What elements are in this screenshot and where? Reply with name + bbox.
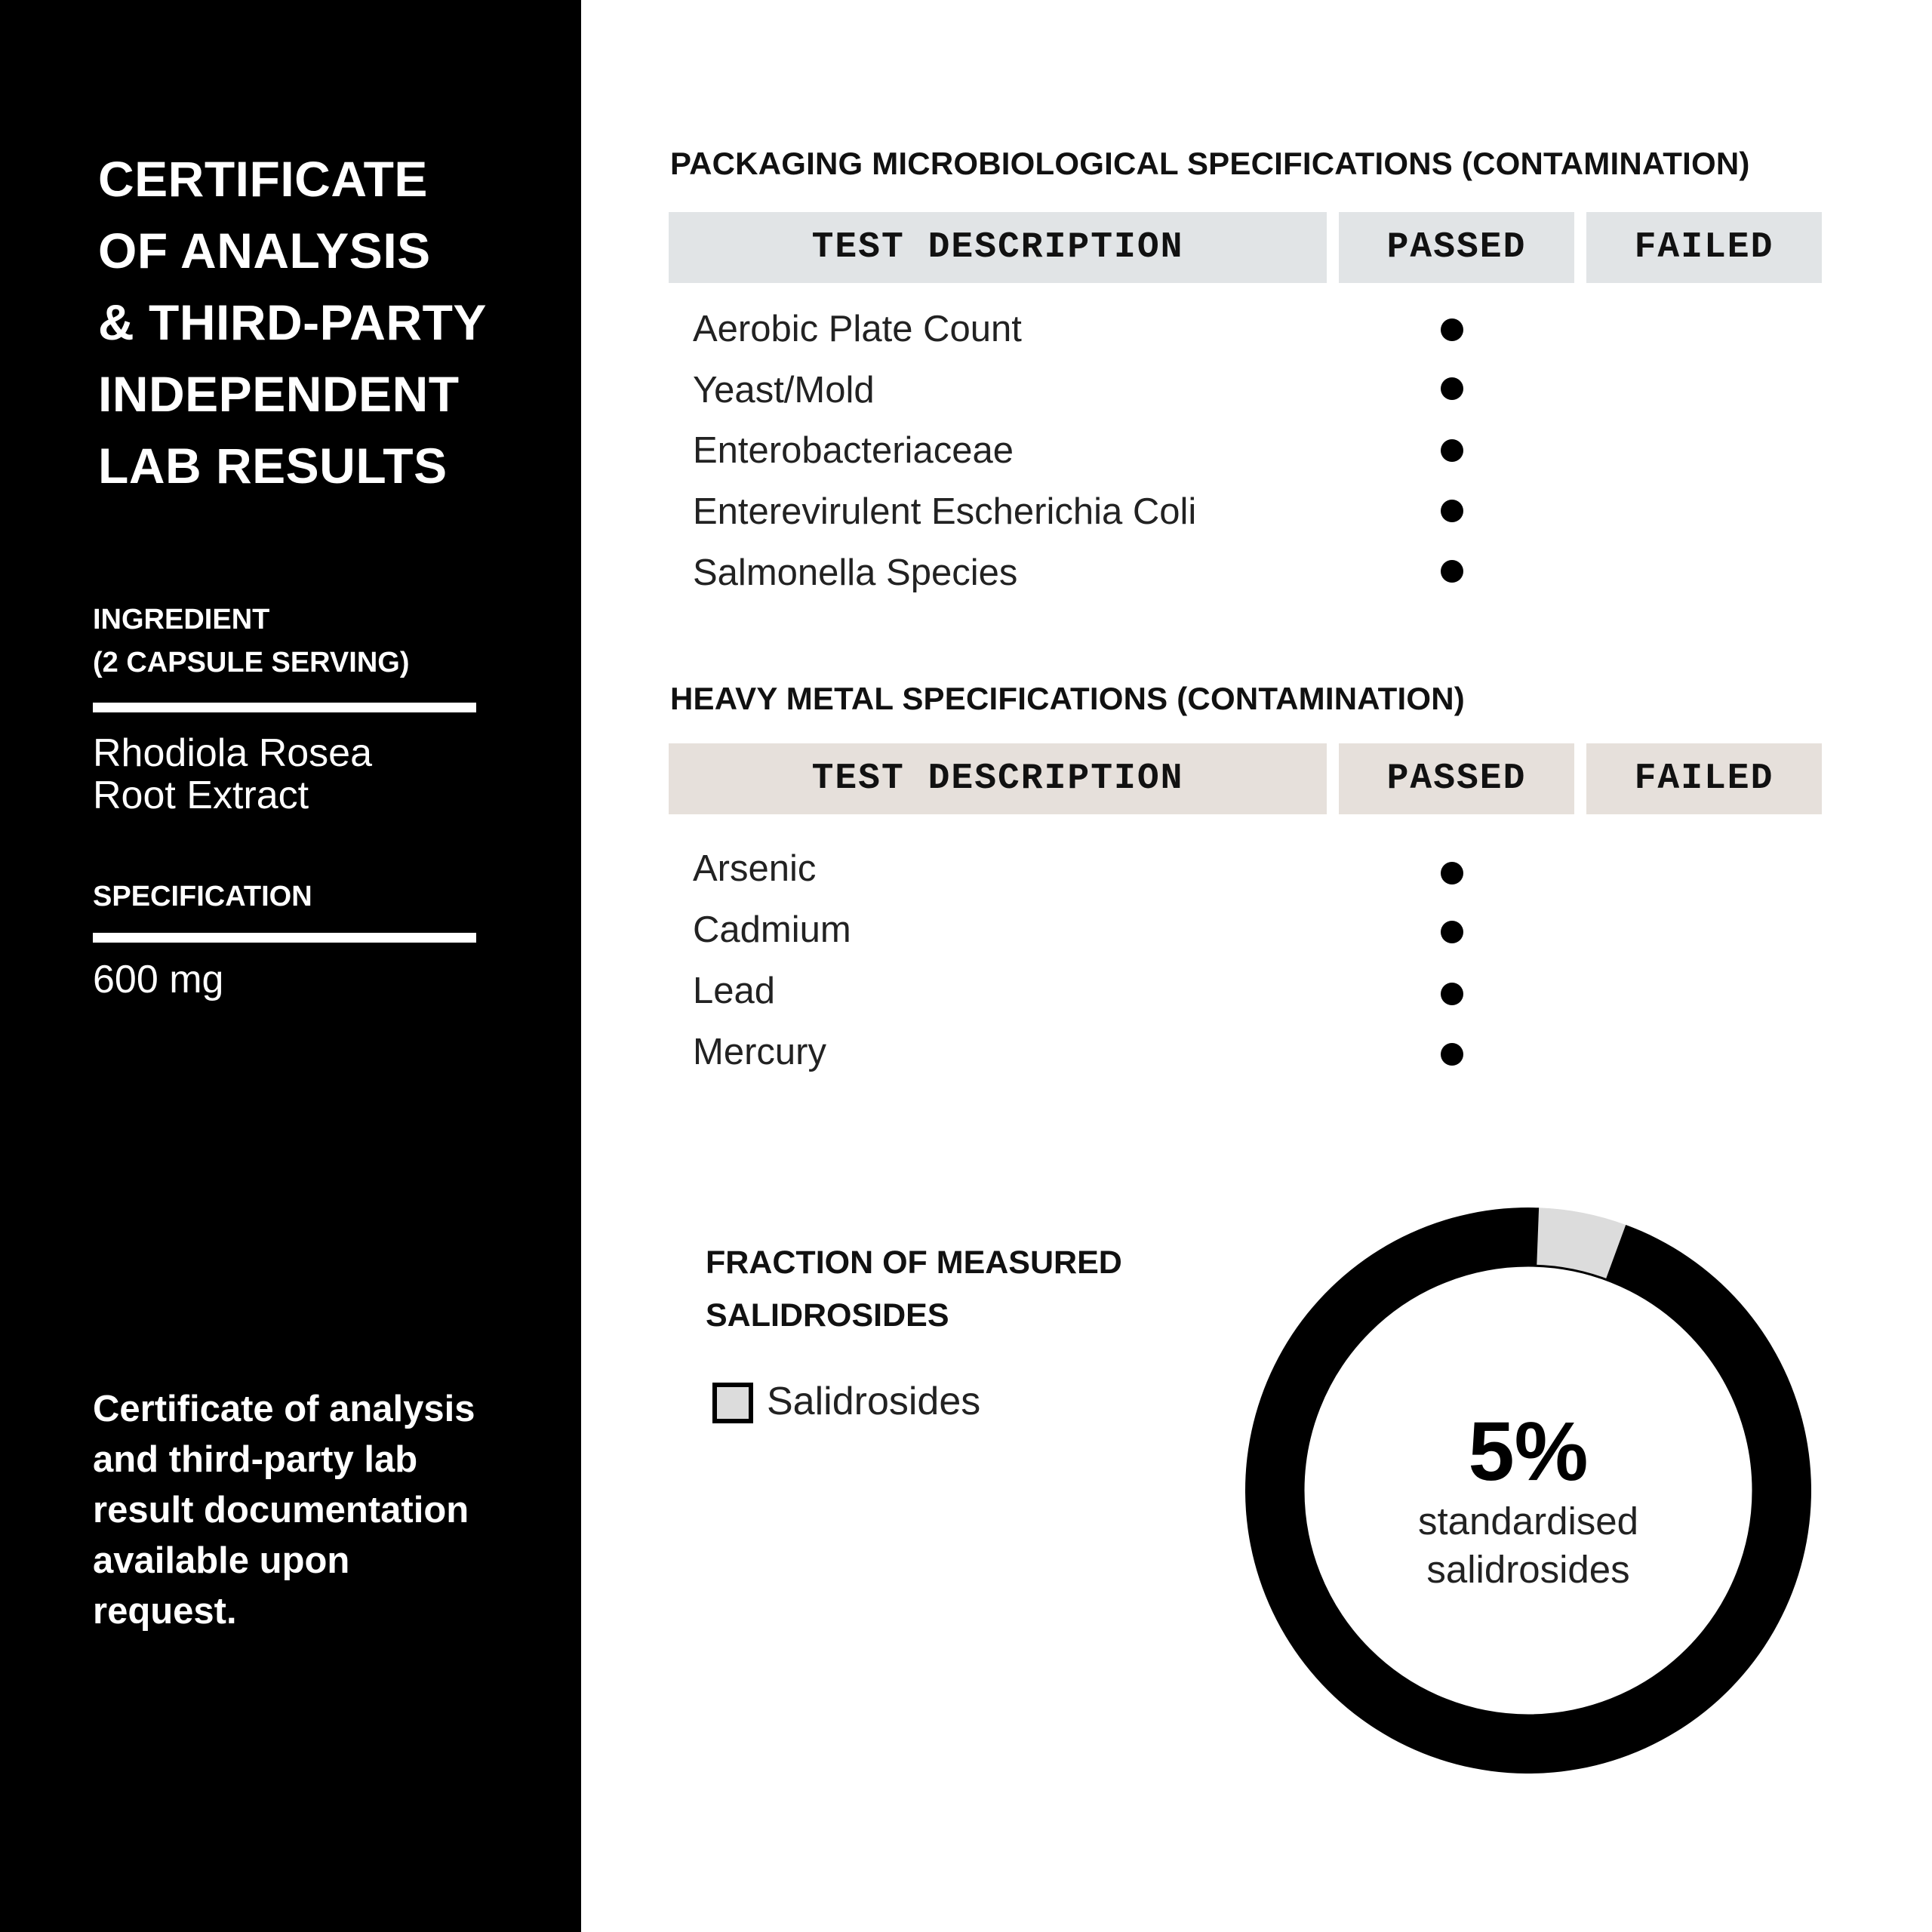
- legend-swatch: [712, 1383, 753, 1423]
- availability-note-line: and third-party lab: [93, 1439, 418, 1480]
- availability-note-line: Certificate of analysis: [93, 1389, 475, 1429]
- passed-dot-icon: [1441, 377, 1463, 400]
- passed-dot-icon: [1441, 921, 1463, 943]
- sidebar-panel: [0, 0, 581, 1932]
- ingredient-label: [93, 598, 269, 641]
- passed-dot-icon: [1441, 1043, 1463, 1066]
- donut-caption-line: salidrosides: [1426, 1547, 1630, 1591]
- page-title-line: & THIRD-PARTY: [98, 294, 487, 350]
- page-title-line: OF ANALYSIS: [98, 223, 431, 278]
- micro-row-label: Aerobic Plate Count: [693, 309, 1022, 349]
- fraction-title-line: FRACTION OF MEASURED: [706, 1244, 1122, 1281]
- specification-value: 600 mg: [93, 958, 224, 1001]
- metal-row-label: Lead: [693, 971, 776, 1011]
- passed-dot-icon: [1441, 318, 1463, 341]
- metal-header-passed: PASSED: [1339, 743, 1574, 814]
- availability-note: [93, 1384, 546, 1637]
- page-title: [98, 143, 566, 502]
- specification-label: SPECIFICATION: [93, 881, 312, 912]
- micro-header-failed: FAILED: [1586, 212, 1822, 283]
- ingredient-divider: [93, 703, 476, 712]
- passed-dot-icon: [1441, 500, 1463, 522]
- micro-row-label: Salmonella Species: [693, 552, 1018, 593]
- heavy-metal-heading: HEAVY METAL SPECIFICATIONS (CONTAMINATION): [670, 681, 1465, 716]
- donut-center: [1245, 1208, 1811, 1774]
- availability-note-line: request.: [93, 1591, 237, 1632]
- ingredient-serving-label: [93, 641, 409, 684]
- metal-header-failed: FAILED: [1586, 743, 1822, 814]
- metal-row-label: Mercury: [693, 1032, 826, 1072]
- micro-header-test-description: TEST DESCRIPTION: [669, 212, 1327, 283]
- page-title-line: CERTIFICATE: [98, 151, 428, 207]
- micro-row-label: Enterevirulent Escherichia Coli: [693, 491, 1197, 532]
- passed-dot-icon: [1441, 862, 1463, 884]
- micro-header-passed: PASSED: [1339, 212, 1574, 283]
- donut-caption: [1418, 1497, 1638, 1594]
- fraction-title-line: SALIDROSIDES: [706, 1297, 949, 1334]
- microbiological-heading: PACKAGING MICROBIOLOGICAL SPECIFICATIONS (CONTAMINATION): [670, 146, 1750, 181]
- micro-row-label: Yeast/Mold: [693, 370, 875, 411]
- metal-row-label: Cadmium: [693, 909, 851, 950]
- passed-dot-icon: [1441, 560, 1463, 583]
- page-title-line: LAB RESULTS: [98, 438, 448, 494]
- passed-dot-icon: [1441, 983, 1463, 1005]
- ingredient-value-line: Root Extract: [93, 774, 309, 817]
- page-title-line: INDEPENDENT: [98, 366, 460, 422]
- donut-percent: 5%: [1468, 1404, 1589, 1498]
- metal-row-label: Arsenic: [693, 848, 817, 889]
- availability-note-line: result documentation: [93, 1490, 469, 1531]
- availability-note-line: available upon: [93, 1540, 350, 1581]
- micro-row-label: Enterobacteriaceae: [693, 430, 1014, 471]
- ingredient-value-line: Rhodiola Rosea: [93, 731, 373, 775]
- ingredient-value: [93, 732, 372, 817]
- ingredient-label-line: (2 CAPSULE SERVING): [93, 647, 410, 678]
- donut-caption-line: standardised: [1417, 1499, 1639, 1543]
- fraction-title: [706, 1236, 1122, 1342]
- passed-dot-icon: [1441, 439, 1463, 462]
- ingredient-label-line: INGREDIENT: [93, 604, 270, 635]
- specification-divider: [93, 933, 476, 943]
- legend-label: Salidrosides: [767, 1380, 981, 1423]
- metal-header-test-description: TEST DESCRIPTION: [669, 743, 1327, 814]
